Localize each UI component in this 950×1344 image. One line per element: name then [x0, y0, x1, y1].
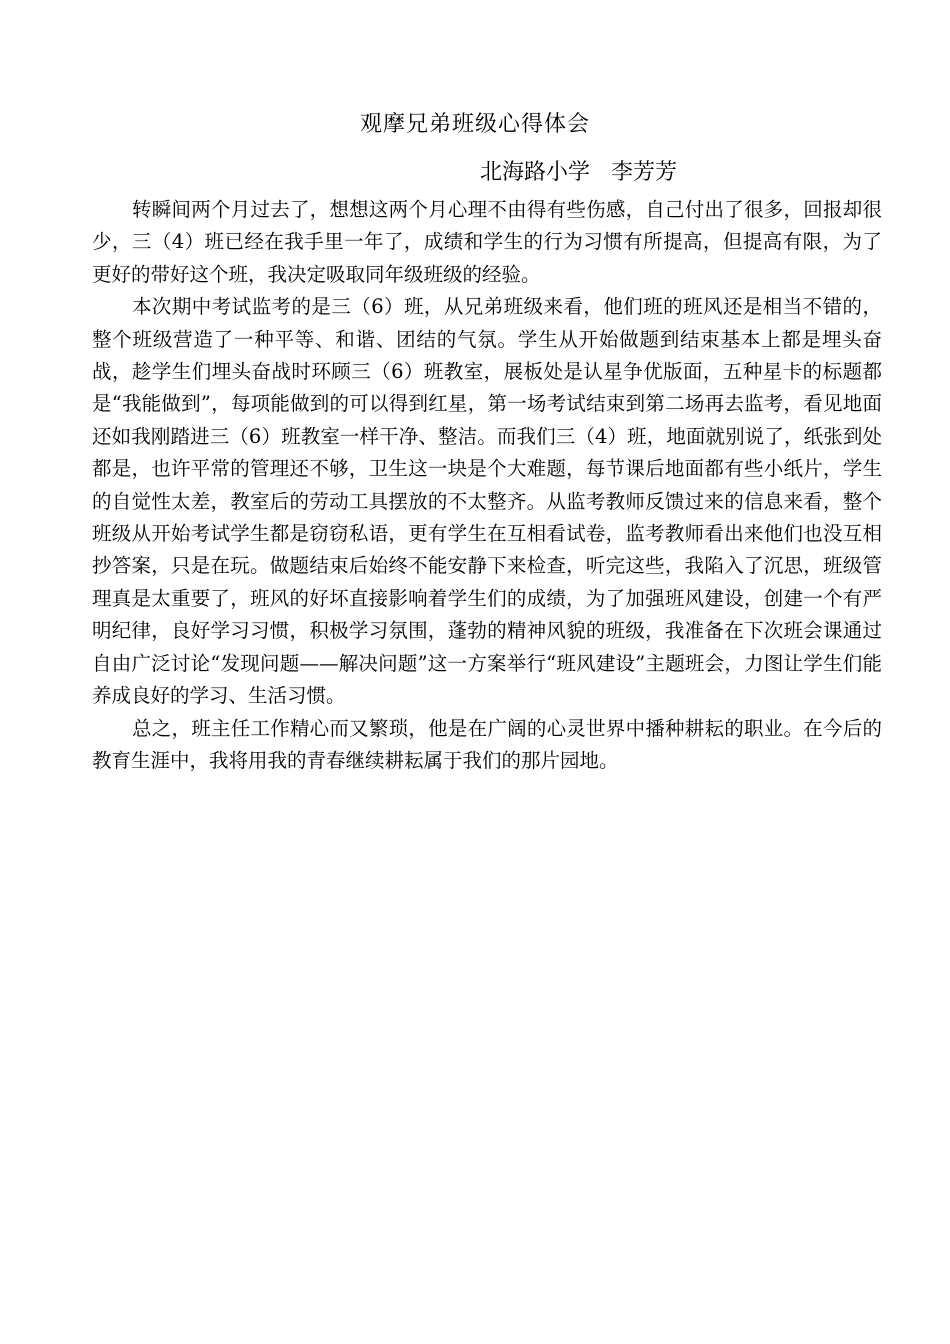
document-title: 观摩兄弟班级心得体会 [359, 112, 590, 137]
paragraph-observation: 本次期中考试监考的是三（6）班，从兄弟班级来看，他们班的班风还是相当不错的，整个班级营造了一种平等、和谐、团结的气氛。学生从开始做题到结束基本上都是埋头奋战，趁学生们埋头奋战时环顾三（6）班教室，展板处是认星争优版面，五种星卡的标题都是“我能做到”，每项能做到的可以得到红星，第一场考试结束到第二场再去监考，看见地面还如我刚踏进三（6）班教室一样干净、整洁。而我们三（4）班，地面就别说了，纸张到处都是，也许平常的管理还不够，卫生这一块是个大难题，每节课后地面都有些小纸片，学生的自觉性太差，教室后的劳动工具摆放的不太整齐。从监考教师反馈过来的信息来看，整个班级从开始考试学生都是窃窃私语，更有学生在互相看试卷，监考教师看出来他们也没互相抄答案，只是在玩。做题结束后始终不能安静下来检查，听完这些，我陷入了沉思，班级管理真是太重要了，班风的好坏直接影响着学生们的成绩，为了加强班风建设，创建一个有严明纪律，良好学习习惯，积极学习氛围，蓬勃的精神风貌的班级，我准备在下次班会课通过自由广泛讨论“发现问题——解决问题”这一方案举行“班风建设”主题班会，力图让学生们能养成良好的学习、生活习惯。 [92, 295, 882, 708]
document-body [92, 194, 882, 777]
author-line: 北海路小学 李芳芳 [480, 160, 677, 185]
paragraph-intro: 转瞬间两个月过去了，想想这两个月心理不由得有些伤感，自己付出了很多，回报却很少，三（4）班已经在我手里一年了，成绩和学生的行为习惯有所提高，但提高有限，为了更好的带好这个班，我决定吸取同年级班级的经验。 [92, 198, 882, 286]
paragraph-conclusion: 总之，班主任工作精心而又繁琐，他是在广阔的心灵世界中播种耕耘的职业。在今后的教育生涯中，我将用我的青春继续耕耘属于我们的那片园地。 [92, 716, 882, 772]
